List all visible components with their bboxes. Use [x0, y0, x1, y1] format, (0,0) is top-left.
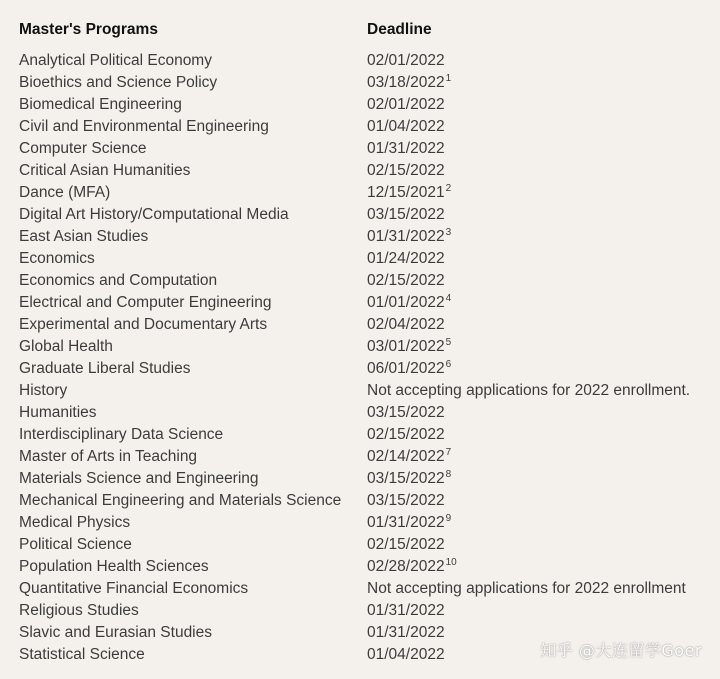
- program-deadline: 02/28/2022: [367, 558, 445, 575]
- program-deadline-cell: [367, 226, 709, 248]
- program-deadline-cell: [367, 512, 709, 534]
- table-row: [19, 160, 709, 182]
- program-name: Religious Studies: [19, 602, 139, 619]
- program-name: Global Health: [19, 338, 113, 355]
- program-deadline: 01/31/2022: [367, 624, 445, 641]
- program-name: Quantitative Financial Economics: [19, 580, 249, 597]
- footnote-marker: 2: [445, 183, 452, 194]
- program-deadline-cell: [367, 446, 709, 468]
- program-deadline-cell: [367, 578, 709, 600]
- footnote-marker: 9: [445, 513, 452, 524]
- program-deadline: 01/04/2022: [367, 118, 445, 135]
- table-row: [19, 204, 709, 226]
- program-name: Population Health Sciences: [19, 558, 209, 575]
- program-deadline-cell: [367, 490, 709, 512]
- table-row: [19, 446, 709, 468]
- program-deadline: 02/04/2022: [367, 316, 445, 333]
- program-deadline: 01/31/2022: [367, 140, 445, 157]
- program-deadline-cell: [367, 336, 709, 358]
- table-row: [19, 270, 709, 292]
- program-deadline: 02/15/2022: [367, 426, 445, 443]
- program-deadline-cell: [367, 116, 709, 138]
- table-row: [19, 72, 709, 94]
- program-deadline-cell: [367, 182, 709, 204]
- program-deadline: 01/24/2022: [367, 250, 445, 267]
- program-deadline: 03/15/2022: [367, 470, 445, 487]
- program-name: Interdisciplinary Data Science: [19, 426, 224, 443]
- program-name: Analytical Political Economy: [19, 52, 212, 69]
- table-row: [19, 512, 709, 534]
- program-deadline: 01/01/2022: [367, 294, 445, 311]
- footnote-marker: 5: [445, 337, 452, 348]
- program-deadline: 02/15/2022: [367, 272, 445, 289]
- program-deadline: 02/15/2022: [367, 536, 445, 553]
- program-deadline: 03/15/2022: [367, 492, 445, 509]
- program-name: Computer Science: [19, 140, 147, 157]
- program-deadline: 03/01/2022: [367, 338, 445, 355]
- program-deadline-cell: [367, 402, 709, 424]
- program-name: Political Science: [19, 536, 132, 553]
- table-row: [19, 182, 709, 204]
- program-name: Critical Asian Humanities: [19, 162, 191, 179]
- program-deadline: 02/01/2022: [367, 96, 445, 113]
- deadlines-table: [19, 17, 709, 666]
- table-row: [19, 138, 709, 160]
- program-deadline-cell: [367, 556, 709, 578]
- program-name: Materials Science and Engineering: [19, 470, 259, 487]
- program-deadline: 03/18/2022: [367, 74, 445, 91]
- program-deadline-cell: [367, 292, 709, 314]
- program-deadline-cell: [367, 204, 709, 226]
- table-row: [19, 380, 709, 402]
- table-row: [19, 468, 709, 490]
- program-deadline-cell: [367, 248, 709, 270]
- program-name: Master of Arts in Teaching: [19, 448, 198, 465]
- program-name: Digital Art History/Computational Media: [19, 206, 289, 223]
- program-name: Biomedical Engineering: [19, 96, 182, 113]
- program-name: East Asian Studies: [19, 228, 149, 245]
- watermark: 知乎 @大连留学Goer: [540, 641, 702, 660]
- program-deadline: 06/01/2022: [367, 360, 445, 377]
- program-name: Bioethics and Science Policy: [19, 74, 218, 91]
- program-name: Graduate Liberal Studies: [19, 360, 191, 377]
- table-row: [19, 248, 709, 270]
- table-header: [19, 17, 709, 43]
- table-row: [19, 336, 709, 358]
- program-deadline-cell: [367, 534, 709, 556]
- program-deadline: Not accepting applications for 2022 enrollment.: [367, 382, 691, 399]
- program-name: Experimental and Documentary Arts: [19, 316, 268, 333]
- program-deadline-cell: [367, 270, 709, 292]
- program-deadline: 03/15/2022: [367, 404, 445, 421]
- table-row: [19, 424, 709, 446]
- program-deadline: 02/01/2022: [367, 52, 445, 69]
- program-deadline-cell: [367, 314, 709, 336]
- footnote-marker: 8: [445, 469, 452, 480]
- program-name: Mechanical Engineering and Materials Science: [19, 492, 342, 509]
- program-name: History: [19, 382, 68, 399]
- table-row: [19, 402, 709, 424]
- footnote-marker: 3: [445, 227, 452, 238]
- program-deadline-cell: [367, 380, 709, 402]
- program-deadline-cell: [367, 160, 709, 182]
- program-deadline-cell: [367, 50, 709, 72]
- table-row: [19, 578, 709, 600]
- program-deadline-cell: [367, 358, 709, 380]
- table-row: [19, 534, 709, 556]
- program-name: Medical Physics: [19, 514, 131, 531]
- program-deadline: 03/15/2022: [367, 206, 445, 223]
- table-row: [19, 50, 709, 72]
- footnote-marker: 4: [445, 293, 452, 304]
- program-name: Economics and Computation: [19, 272, 218, 289]
- program-deadline-cell: [367, 72, 709, 94]
- program-name: Humanities: [19, 404, 97, 421]
- footnote-marker: 7: [445, 447, 452, 458]
- program-name: Civil and Environmental Engineering: [19, 118, 269, 135]
- program-deadline-cell: [367, 138, 709, 160]
- table-body: [19, 50, 709, 666]
- program-deadline: 02/15/2022: [367, 162, 445, 179]
- table-row: [19, 490, 709, 512]
- table-row: [19, 314, 709, 336]
- table-row: [19, 292, 709, 314]
- program-name: Dance (MFA): [19, 184, 111, 201]
- table-row: [19, 116, 709, 138]
- program-deadline: 01/31/2022: [367, 228, 445, 245]
- program-deadline: 01/31/2022: [367, 602, 445, 619]
- program-name: Economics: [19, 250, 95, 267]
- program-name: Electrical and Computer Engineering: [19, 294, 272, 311]
- program-name: Statistical Science: [19, 646, 145, 663]
- table-row: [19, 94, 709, 116]
- header-programs: Master's Programs: [19, 21, 158, 38]
- program-deadline-cell: [367, 424, 709, 446]
- program-deadline: 12/15/2021: [367, 184, 445, 201]
- program-deadline-cell: [367, 468, 709, 490]
- table-row: [19, 600, 709, 622]
- table-row: [19, 556, 709, 578]
- program-deadline: Not accepting applications for 2022 enrollment: [367, 580, 686, 597]
- footnote-marker: 10: [445, 557, 457, 568]
- footnote-marker: 1: [445, 73, 452, 84]
- program-deadline: 01/04/2022: [367, 646, 445, 663]
- table-row: [19, 226, 709, 248]
- program-deadline-cell: [367, 94, 709, 116]
- program-deadline: 02/14/2022: [367, 448, 445, 465]
- table-row: [19, 358, 709, 380]
- footnote-marker: 6: [445, 359, 452, 370]
- program-deadline: 01/31/2022: [367, 514, 445, 531]
- program-name: Slavic and Eurasian Studies: [19, 624, 213, 641]
- program-deadline-cell: [367, 600, 709, 622]
- header-deadline: Deadline: [367, 21, 432, 38]
